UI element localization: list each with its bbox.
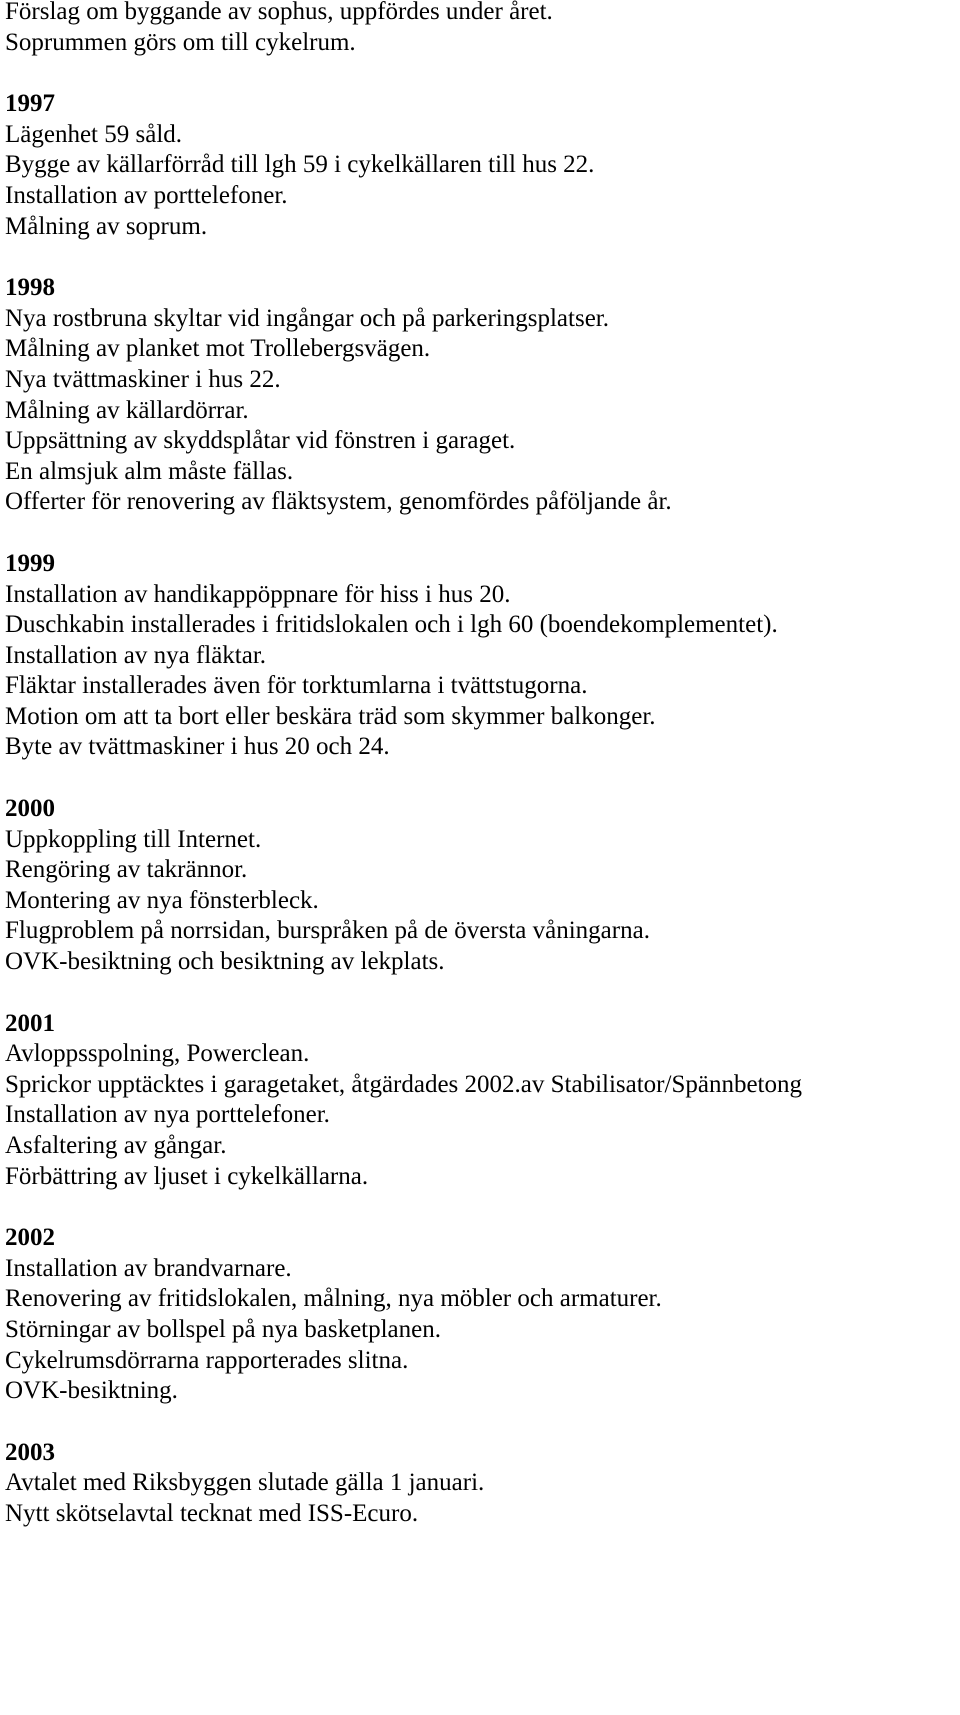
text-line: Nya rostbruna skyltar vid ingångar och på parkeringsplatser. — [5, 304, 609, 332]
year-section-2003 — [5, 1438, 955, 1530]
text-line: Offerter för renovering av fläktsystem, genomfördes påföljande år. — [5, 488, 672, 516]
text-line: Förbättring av ljuset i cykelkällarna. — [5, 1162, 369, 1190]
text-line: Renovering av fritidslokalen, målning, nya möbler och armaturer. — [5, 1285, 662, 1313]
text-line: OVK-besiktning. — [5, 1377, 178, 1405]
text-line: Förslag om byggande av sophus, uppfördes under året. — [5, 0, 553, 25]
year-section-2001 — [5, 1009, 955, 1193]
year-heading: 1997 — [5, 90, 55, 118]
text-line: Duschkabin installerades i fritidslokalen och i lgh 60 (boendekomplementet). — [5, 611, 778, 639]
year-section-1997 — [5, 89, 955, 242]
text-line: Asfaltering av gångar. — [5, 1132, 227, 1159]
intro-block — [5, 0, 955, 58]
document-body — [5, 0, 955, 1530]
year-heading: 1998 — [5, 274, 55, 302]
year-heading: 1999 — [5, 549, 55, 577]
text-line: Cykelrumsdörrarna rapporterades slitna. — [5, 1346, 409, 1374]
text-line: Installation av porttelefoner. — [5, 181, 288, 209]
text-line: Nya tvättmaskiner i hus 22. — [5, 365, 281, 393]
text-line: Uppsättning av skyddsplåtar vid fönstren i garaget. — [5, 427, 516, 455]
text-line: Målning av soprum. — [5, 212, 208, 240]
text-line: Störningar av bollspel på nya basketplanen. — [5, 1315, 441, 1343]
text-line: Nytt skötselavtal tecknat med ISS-Ecuro. — [5, 1499, 419, 1527]
text-line: Avloppsspolning, Powerclean. — [5, 1040, 310, 1068]
text-line: Flugproblem på norrsidan, burspråken på de översta våningarna. — [5, 917, 650, 945]
text-line: Avtalet med Riksbyggen slutade gälla 1 januari. — [5, 1469, 485, 1497]
text-line: Rengöring av takrännor. — [5, 856, 248, 884]
text-line: Målning av källardörrar. — [5, 396, 249, 424]
year-heading: 2001 — [5, 1009, 55, 1037]
text-line: Soprummen görs om till cykelrum. — [5, 28, 356, 56]
text-line: En almsjuk alm måste fällas. — [5, 457, 294, 485]
text-line: Sprickor upptäcktes i garagetaket, åtgärdades 2002.av Stabilisator/Spännbetong — [5, 1070, 802, 1098]
text-line: Bygge av källarförråd till lgh 59 i cykelkällaren till hus 22. — [5, 151, 595, 179]
text-line: Uppkoppling till Internet. — [5, 825, 262, 853]
year-section-1998 — [5, 273, 955, 518]
text-line: Målning av planket mot Trollebergsvägen. — [5, 335, 431, 363]
text-line: Installation av nya fläktar. — [5, 641, 267, 669]
text-line: Motion om att ta bort eller beskära träd som skymmer balkonger. — [5, 702, 656, 730]
year-heading: 2000 — [5, 795, 55, 823]
text-line: OVK-besiktning och besiktning av lekplats. — [5, 948, 445, 976]
text-line: Byte av tvättmaskiner i hus 20 och 24. — [5, 733, 390, 761]
text-line: Installation av brandvarnare. — [5, 1254, 292, 1282]
year-section-2000 — [5, 794, 955, 978]
text-line: Installation av handikappöppnare för hiss i hus 20. — [5, 580, 511, 608]
year-section-1999 — [5, 549, 955, 763]
text-line: Lägenhet 59 såld. — [5, 120, 183, 148]
text-line: Fläktar installerades även för torktumlarna i tvättstugorna. — [5, 672, 588, 700]
text-line: Installation av nya porttelefoner. — [5, 1101, 330, 1129]
year-heading: 2003 — [5, 1438, 55, 1466]
year-section-2002 — [5, 1223, 955, 1407]
text-line: Montering av nya fönsterbleck. — [5, 886, 319, 914]
year-heading: 2002 — [5, 1224, 55, 1252]
